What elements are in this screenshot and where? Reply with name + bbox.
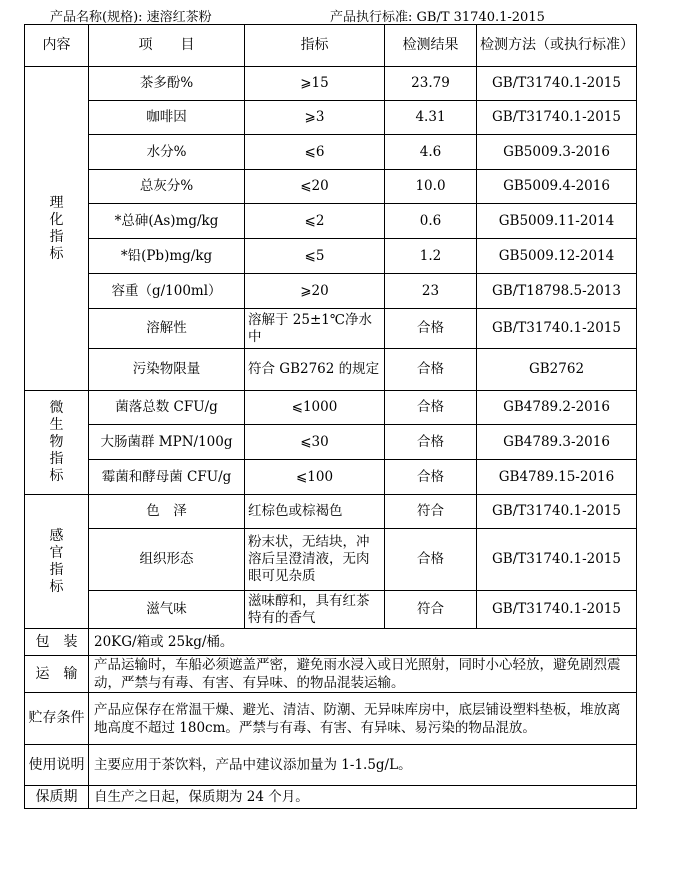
item-cell: 茶多酚% xyxy=(89,67,245,101)
spec-cell: ⩽30 xyxy=(245,425,385,460)
table-row xyxy=(25,460,637,495)
column-header-method: 检测方法（或执行标准） xyxy=(477,25,637,67)
spec-cell: 溶解于 25±1℃净水中 xyxy=(245,309,385,349)
category-cell xyxy=(25,495,89,629)
note-label: 使用说明 xyxy=(25,745,89,786)
result-cell: 0.6 xyxy=(385,204,477,239)
category-char: 理 xyxy=(49,194,64,211)
category-char: 指 xyxy=(49,561,64,578)
note-text: 产品应保存在常温干燥、避光、清洁、防潮、无异味库房中，底层铺设塑料垫板，堆放离地高度不超过 180cm。严禁与有毒、有害、有异味、易污染的物品混放。 xyxy=(89,693,637,745)
category-char: 指 xyxy=(49,451,64,467)
result-cell: 合格 xyxy=(385,529,477,591)
spec-cell: ⩽1000 xyxy=(245,391,385,425)
spec-cell: 滋味醇和，具有红茶特有的香气 xyxy=(245,591,385,629)
spec-cell: ⩽100 xyxy=(245,460,385,495)
note-label: 保质期 xyxy=(25,786,89,809)
result-cell: 4.31 xyxy=(385,101,477,135)
category-char: 感 xyxy=(49,527,64,544)
note-text: 20KG/箱或 25kg/桶。 xyxy=(89,629,637,656)
result-cell: 符合 xyxy=(385,495,477,529)
table-row xyxy=(25,529,637,591)
item-cell: 溶解性 xyxy=(89,309,245,349)
spec-cell: 符合 GB2762 的规定 xyxy=(245,349,385,391)
note-row xyxy=(25,745,637,786)
table-row xyxy=(25,495,637,529)
spec-cell: ⩾3 xyxy=(245,101,385,135)
column-header-item: 项 目 xyxy=(89,25,245,67)
table-row xyxy=(25,135,637,170)
item-cell: 组织形态 xyxy=(89,529,245,591)
product-name-label: 产品名称(规格): 速溶红茶粉 xyxy=(50,10,212,25)
table-row xyxy=(25,391,637,425)
item-cell: 咖啡因 xyxy=(89,101,245,135)
category-char: 生 xyxy=(49,417,64,433)
table-row xyxy=(25,170,637,204)
result-cell: 符合 xyxy=(385,591,477,629)
spec-cell: ⩽5 xyxy=(245,239,385,274)
note-text: 自生产之日起，保质期为 24 个月。 xyxy=(89,786,637,809)
table-row xyxy=(25,591,637,629)
note-row xyxy=(25,693,637,745)
spec-table-body xyxy=(25,25,637,809)
note-text: 产品运输时，车船必须遮盖严密，避免雨水浸入或日光照射，同时小心轻放，避免剧烈震动，严禁与有毒、有害、有异味、的物品混装运输。 xyxy=(89,656,637,693)
spec-cell: ⩽6 xyxy=(245,135,385,170)
method-cell: GB5009.4-2016 xyxy=(477,170,637,204)
category-cell xyxy=(25,67,89,391)
method-cell: GB/T18798.5-2013 xyxy=(477,274,637,309)
item-cell: *总砷(As)mg/kg xyxy=(89,204,245,239)
note-row xyxy=(25,656,637,693)
result-cell: 10.0 xyxy=(385,170,477,204)
result-cell: 23 xyxy=(385,274,477,309)
table-row xyxy=(25,101,637,135)
method-cell: GB/T31740.1-2015 xyxy=(477,495,637,529)
spec-cell: ⩽2 xyxy=(245,204,385,239)
table-row xyxy=(25,349,637,391)
note-label: 包 装 xyxy=(25,629,89,656)
spec-cell: ⩾20 xyxy=(245,274,385,309)
method-cell: GB4789.3-2016 xyxy=(477,425,637,460)
category-char: 指 xyxy=(49,228,64,245)
method-cell: GB5009.12-2014 xyxy=(477,239,637,274)
category-cell xyxy=(25,391,89,495)
note-text: 主要应用于茶饮料，产品中建议添加量为 1-1.5g/L。 xyxy=(89,745,637,786)
table-row xyxy=(25,274,637,309)
method-cell: GB4789.15-2016 xyxy=(477,460,637,495)
method-cell: GB/T31740.1-2015 xyxy=(477,529,637,591)
item-cell: 总灰分% xyxy=(89,170,245,204)
table-row xyxy=(25,204,637,239)
column-header-result: 检测结果 xyxy=(385,25,477,67)
item-cell: *铅(Pb)mg/kg xyxy=(89,239,245,274)
item-cell: 菌落总数 CFU/g xyxy=(89,391,245,425)
note-label: 运 输 xyxy=(25,656,89,693)
table-row xyxy=(25,425,637,460)
note-row xyxy=(25,629,637,656)
category-char: 标 xyxy=(49,578,64,595)
spec-cell: 粉末状，无结块，冲溶后呈澄清液，无肉眼可见杂质 xyxy=(245,529,385,591)
item-cell: 容重（g/100ml） xyxy=(89,274,245,309)
spec-table xyxy=(24,24,637,809)
table-row xyxy=(25,309,637,349)
method-cell: GB/T31740.1-2015 xyxy=(477,101,637,135)
method-cell: GB5009.3-2016 xyxy=(477,135,637,170)
method-cell: GB/T31740.1-2015 xyxy=(477,591,637,629)
item-cell: 霉菌和酵母菌 CFU/g xyxy=(89,460,245,495)
table-row xyxy=(25,67,637,101)
result-cell: 合格 xyxy=(385,391,477,425)
category-char: 化 xyxy=(49,211,64,228)
item-cell: 水分% xyxy=(89,135,245,170)
table-header-row xyxy=(25,25,637,67)
result-cell: 合格 xyxy=(385,425,477,460)
column-header-content: 内容 xyxy=(25,25,89,67)
item-cell: 大肠菌群 MPN/100g xyxy=(89,425,245,460)
spec-cell: 红棕色或棕褐色 xyxy=(245,495,385,529)
result-cell: 合格 xyxy=(385,349,477,391)
note-label: 贮存条件 xyxy=(25,693,89,745)
method-cell: GB/T31740.1-2015 xyxy=(477,309,637,349)
category-char: 标 xyxy=(49,245,64,262)
item-cell: 色 泽 xyxy=(89,495,245,529)
category-char: 官 xyxy=(49,544,64,561)
result-cell: 合格 xyxy=(385,309,477,349)
method-cell: GB5009.11-2014 xyxy=(477,204,637,239)
method-cell: GB/T31740.1-2015 xyxy=(477,67,637,101)
category-char: 标 xyxy=(49,468,64,484)
category-char: 微 xyxy=(49,400,64,416)
note-row xyxy=(25,786,637,809)
result-cell: 23.79 xyxy=(385,67,477,101)
method-cell: GB4789.2-2016 xyxy=(477,391,637,425)
column-header-spec: 指标 xyxy=(245,25,385,67)
result-cell: 1.2 xyxy=(385,239,477,274)
method-cell: GB2762 xyxy=(477,349,637,391)
item-cell: 污染物限量 xyxy=(89,349,245,391)
spec-cell: ⩾15 xyxy=(245,67,385,101)
standard-label: 产品执行标准: GB/T 31740.1-2015 xyxy=(330,10,545,25)
spec-cell: ⩽20 xyxy=(245,170,385,204)
category-char: 物 xyxy=(49,434,64,450)
result-cell: 合格 xyxy=(385,460,477,495)
item-cell: 滋气味 xyxy=(89,591,245,629)
table-row xyxy=(25,239,637,274)
result-cell: 4.6 xyxy=(385,135,477,170)
